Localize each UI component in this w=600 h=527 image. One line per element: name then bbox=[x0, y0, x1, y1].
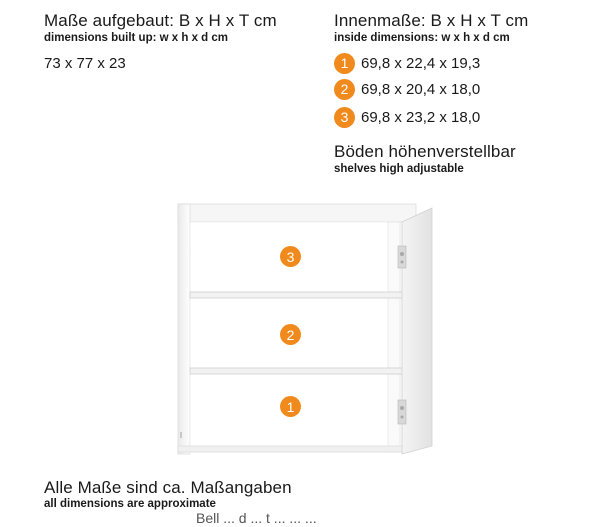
number-badge-2: 2 bbox=[334, 79, 355, 100]
cabinet-illustration bbox=[170, 196, 440, 458]
footer-title: Alle Maße sind ca. Maßangaben bbox=[44, 478, 292, 497]
cabinet-bottom bbox=[178, 446, 408, 452]
inner-dimensions-subtitle: inside dimensions: w x h x d cm bbox=[334, 32, 510, 44]
compartment-badge-1: 1 bbox=[280, 396, 301, 417]
cabinet-open-door bbox=[402, 208, 432, 454]
cut-off-text bbox=[196, 510, 317, 526]
outer-dimensions-subtitle: dimensions built up: w x h x d cm bbox=[44, 32, 229, 44]
cabinet-left-side bbox=[178, 204, 190, 454]
hinge-top-icon bbox=[398, 246, 406, 268]
compartment-badge-3: 3 bbox=[280, 246, 301, 267]
shelf-lower bbox=[190, 368, 404, 374]
inner-dimension-value-2: 69,8 x 20,4 x 18,0 bbox=[361, 80, 481, 98]
shelves-title: Böden höhenverstellbar bbox=[334, 142, 516, 161]
inner-dimensions-title: Innenmaße: B x H x T cm bbox=[334, 11, 529, 30]
inner-dimension-row-1 bbox=[334, 52, 480, 74]
compartment-badge-2: 2 bbox=[280, 324, 301, 345]
inner-dimension-row-2 bbox=[334, 78, 480, 100]
outer-dimensions-title: Maße aufgebaut: B x H x T cm bbox=[44, 11, 277, 30]
inner-dimension-value-3: 69,8 x 23,2 x 18,0 bbox=[361, 108, 481, 126]
shelf-upper bbox=[190, 292, 404, 298]
outer-dimensions-value: 73 x 77 x 23 bbox=[44, 55, 126, 72]
cut-off-text-content: Bell ... d ... t ... ... ... bbox=[196, 510, 317, 526]
inner-dimension-row-3 bbox=[334, 106, 480, 128]
hinge-bottom-icon bbox=[398, 400, 406, 424]
cabinet-top-panel bbox=[178, 204, 416, 222]
footer-subtitle: all dimensions are approximate bbox=[44, 498, 216, 510]
inner-dimension-value-1: 69,8 x 22,4 x 19,3 bbox=[361, 54, 481, 72]
side-mark bbox=[180, 432, 182, 438]
shelves-subtitle: shelves high adjustable bbox=[334, 163, 464, 175]
number-badge-1: 1 bbox=[334, 53, 355, 74]
number-badge-3: 3 bbox=[334, 107, 355, 128]
